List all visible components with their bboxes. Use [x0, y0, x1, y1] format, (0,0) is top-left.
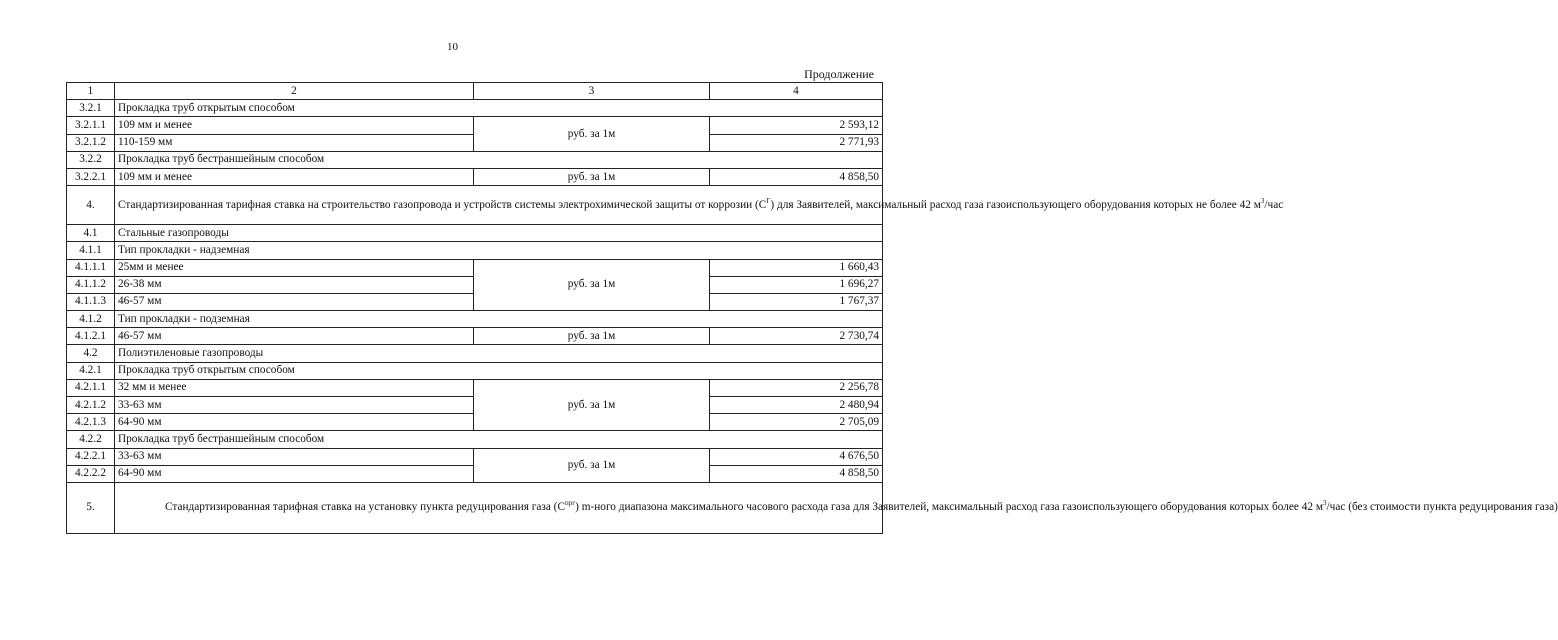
row-description: 64-90 мм: [115, 465, 474, 482]
row-title: Тип прокладки - надземная: [115, 242, 883, 259]
row-title: Стальные газопроводы: [115, 225, 883, 242]
rate-value: 2 480,94: [710, 397, 883, 414]
section-row: [67, 151, 883, 168]
row-number: 4.2.2.1: [67, 448, 115, 465]
continuation-label: Продолжение: [804, 67, 874, 81]
rate-value: 2 593,12: [710, 117, 883, 134]
table-row: [67, 168, 883, 185]
row-number: 3.2.2: [67, 151, 115, 168]
row-number: 4.2.1.1: [67, 379, 115, 396]
row-title: Прокладка труб открытым способом: [115, 100, 883, 117]
row-number: 4.1.1.2: [67, 276, 115, 293]
header-row: [67, 83, 883, 100]
row-description: 64-90 мм: [115, 414, 474, 431]
table-row: [67, 117, 883, 134]
row-description: 26-38 мм: [115, 276, 474, 293]
row-number: 4.2.1: [67, 362, 115, 379]
section-row: [67, 311, 883, 328]
row-number: 5.: [67, 482, 115, 533]
rate-value: 2 771,93: [710, 134, 883, 151]
unit-cell: руб. за 1м: [474, 379, 710, 431]
table-row: [67, 379, 883, 396]
section-row: [67, 242, 883, 259]
unit-cell: руб. за 1м: [474, 448, 710, 482]
rate-value: 2 730,74: [710, 328, 883, 345]
rate-value: 1 767,37: [710, 293, 883, 310]
section-row: [67, 186, 883, 225]
table-row: [67, 328, 883, 345]
header-cell: 1: [67, 83, 115, 100]
section-row: [67, 345, 883, 362]
section-4-description: Стандартизированная тарифная ставка на строительство газопровода и устройств системы электрохимической защиты от коррозии $(C^Г)$ для Заявителей, максимальный расход газа газоиспользующего оборудования которых не более 42 $м^3$/час: [115, 186, 883, 225]
section-5-description: Стандартизированная тарифная ставка на установку пункта редуцирования газа $(C^{прг})$ m-ного диапазона максимального часового расхода газа для Заявителей, максимальный расход газа газоиспользующего оборудования которых более 42 $м^3$/час (без стоимости пункта редуцирования газа): [115, 482, 883, 533]
row-description: 109 мм и менее: [115, 168, 474, 185]
row-title: Прокладка труб открытым способом: [115, 362, 883, 379]
header-cell: 4: [710, 83, 883, 100]
row-number: 4.1.1.1: [67, 259, 115, 276]
unit-cell: руб. за 1м: [474, 168, 710, 185]
rate-value: 4 858,50: [710, 465, 883, 482]
section-row: [67, 362, 883, 379]
header-cell: 3: [474, 83, 710, 100]
row-description: 110-159 мм: [115, 134, 474, 151]
row-number: 3.2.2.1: [67, 168, 115, 185]
row-description: 33-63 мм: [115, 448, 474, 465]
rate-value: 1 660,43: [710, 259, 883, 276]
row-number: 3.2.1.2: [67, 134, 115, 151]
unit-cell: руб. за 1м: [474, 328, 710, 345]
row-number: 4.2.1.2: [67, 397, 115, 414]
row-title: Полиэтиленовые газопроводы: [115, 345, 883, 362]
row-number: 4.2.2: [67, 431, 115, 448]
rate-value: 2 705,09: [710, 414, 883, 431]
row-description: 33-63 мм: [115, 397, 474, 414]
row-number: 4.1.2: [67, 311, 115, 328]
row-title: Прокладка труб бестраншейным способом: [115, 151, 883, 168]
row-number: 4.2: [67, 345, 115, 362]
section-row: [67, 100, 883, 117]
table-row: [67, 259, 883, 276]
row-number: 4.: [67, 186, 115, 225]
section-row: [67, 225, 883, 242]
row-description: 46-57 мм: [115, 328, 474, 345]
row-number: 4.1.1.3: [67, 293, 115, 310]
row-number: 4.1.1: [67, 242, 115, 259]
row-title: Тип прокладки - подземная: [115, 311, 883, 328]
section-row: [67, 431, 883, 448]
row-number: 4.2.2.2: [67, 465, 115, 482]
rate-value: 4 858,50: [710, 168, 883, 185]
row-description: 32 мм и менее: [115, 379, 474, 396]
unit-cell: руб. за 1м: [474, 117, 710, 151]
row-description: 25мм и менее: [115, 259, 474, 276]
header-cell: 2: [115, 83, 474, 100]
row-number: 4.1: [67, 225, 115, 242]
tariff-table: [66, 82, 1558, 534]
row-number: 3.2.1: [67, 100, 115, 117]
page-number: 10: [447, 41, 458, 53]
row-number: 3.2.1.1: [67, 117, 115, 134]
table-row: [67, 448, 883, 465]
section-row: [67, 482, 883, 533]
rate-value: 1 696,27: [710, 276, 883, 293]
row-number: 4.1.2.1: [67, 328, 115, 345]
rate-value: 4 676,50: [710, 448, 883, 465]
row-number: 4.2.1.3: [67, 414, 115, 431]
unit-cell: руб. за 1м: [474, 259, 710, 311]
row-description: 109 мм и менее: [115, 117, 474, 134]
rate-value: 2 256,78: [710, 379, 883, 396]
row-description: 46-57 мм: [115, 293, 474, 310]
row-title: Прокладка труб бестраншейным способом: [115, 431, 883, 448]
